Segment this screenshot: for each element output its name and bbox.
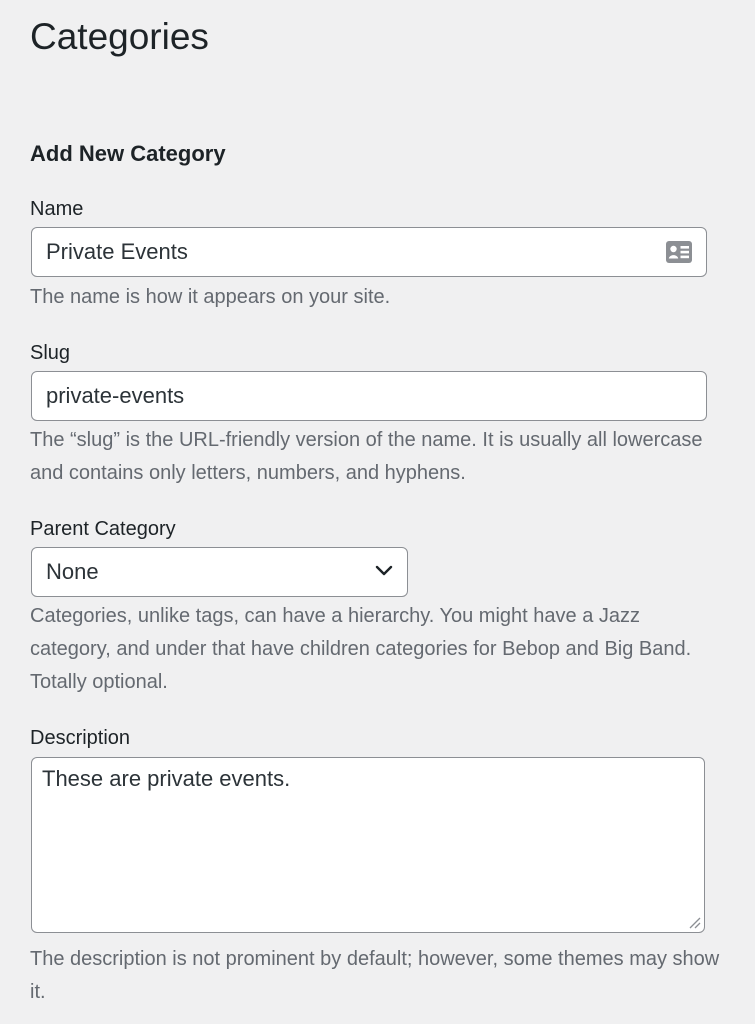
name-input[interactable] (31, 227, 707, 277)
description-value: These are private events. (42, 766, 291, 791)
slug-input-value: private-events (46, 383, 185, 408)
slug-input[interactable] (31, 371, 707, 421)
resize-handle-icon[interactable] (688, 916, 701, 929)
name-help-text: The name is how it appears on your site. (30, 286, 391, 308)
parent-category-label: Parent Category (30, 518, 176, 540)
slug-help-text: The “slug” is the URL-friendly version of the name. It is usually all lowercase and contains only letters, numbers, and hyphens. (30, 429, 703, 484)
add-new-category-heading: Add New Category (30, 141, 226, 166)
contact-card-icon[interactable] (666, 241, 692, 263)
parent-category-help-text: Categories, unlike tags, can have a hierarchy. You might have a Jazz category, and under that have children categories for Bebop and Big Band. Totally optional. (30, 605, 692, 693)
description-label: Description (30, 727, 131, 749)
slug-label: Slug (30, 342, 71, 364)
page-title: Categories (30, 16, 209, 57)
chevron-down-icon (375, 565, 393, 577)
name-label: Name (30, 198, 84, 220)
name-input-value: Private Events (46, 239, 188, 264)
parent-category-selected-value: None (46, 559, 99, 584)
description-help-text: The description is not prominent by default; however, some themes may show it. (30, 948, 720, 1003)
description-textarea[interactable] (31, 757, 705, 933)
parent-category-select[interactable] (31, 547, 408, 597)
